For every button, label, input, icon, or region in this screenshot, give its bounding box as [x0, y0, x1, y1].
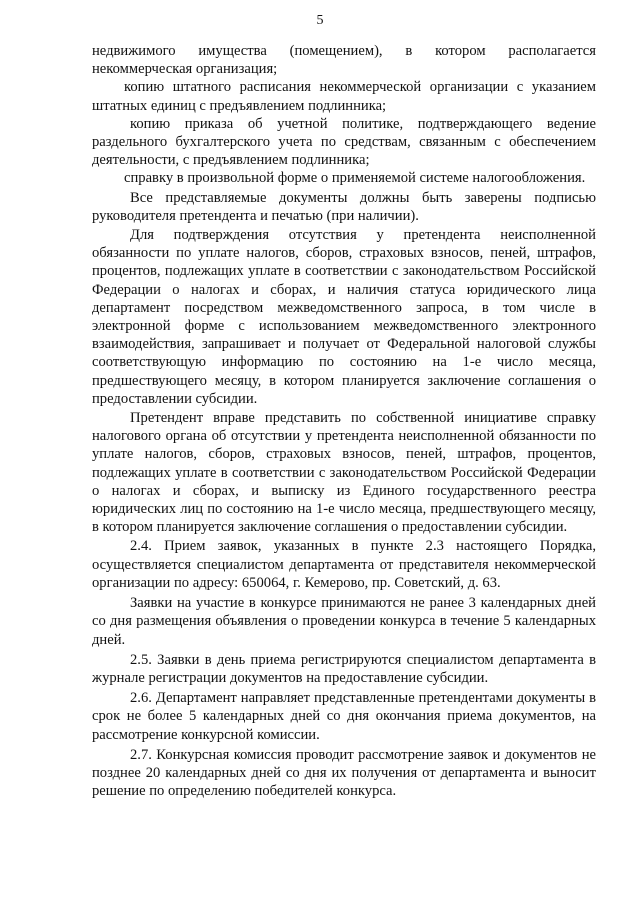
paragraph-tax-obligation-check: Для подтверждения отсутствия у претендента неисполненной обязанности по уплате налогов, сборов, страховых взносов, пеней, штрафов, процентов, подлежащих уплате в соответствии с законодательством Российской Федерации о налогах и сборах, и наличия статуса юридического лица департамент посредством межведомственного запроса, в том числе в электронной форме с использованием межведомственного электронного взаимодействия, запрашивает и получает от Федеральной налоговой службы соответствующую информацию по состоянию на 1-е число месяца, предшествующего месяцу, в котором планируется заключение соглашения о предоставлении субсидии. [92, 227, 596, 407]
paragraph-2-4-application-receipt: 2.4. Прием заявок, указанных в пункте 2.3 настоящего Порядка, осуществляется специалистом департамента от представителя некоммерческой организации по адресу: 650064, г. Кемерово, пр. Советский, д. 63. [92, 538, 596, 591]
paragraph-property-premises: недвижимого имущества (помещением), в котором располагается некоммерческая организация; [92, 43, 596, 78]
paragraph-2-6-department-transfer: 2.6. Департамент направляет представленные претендентами документы в срок не более 5 календарных дней со дня окончания приема документов, на рассмотрение конкурсной комиссии. [92, 690, 596, 743]
document-body [92, 42, 596, 800]
paragraph-2-5-registration: 2.5. Заявки в день приема регистрируются специалистом департамента в журнале регистрации документов на предоставление субсидии. [92, 651, 596, 686]
paragraph-tax-system: справку в произвольной форме о применяемой системе налогообложения. [124, 170, 586, 187]
paragraph-documents-certified: Все представляемые документы должны быть заверены подписью руководителя претендента и печатью (при наличии). [92, 189, 596, 224]
paragraph-application-period: Заявки на участие в конкурсе принимаются не ранее 3 календарных дней со дня размещения объявления о проведении конкурса в течение 5 календарных дней. [92, 595, 596, 648]
paragraph-accounting-policy: копию приказа об учетной политике, подтверждающего ведение раздельного бухгалтерского учета по средствам, связанным с обеспечением деятельности, с предъявлением подлинника; [92, 115, 596, 169]
page-number: 5 [316, 13, 324, 28]
paragraph-applicant-certificate: Претендент вправе представить по собственной инициативе справку налогового органа об отсутствии у претендента неисполненной обязанности по уплате налогов, сборов, страховых взносов, пеней, штрафов, процентов, подлежащих уплате в соответствии с законодательством Российской Федерации о налогах и сборах, и выписку из Единого государственного реестра юридических лиц по состоянию на 1-е число месяца, предшествующего месяцу, в котором планируется заключение соглашения о предоставлении субсидии. [92, 410, 596, 536]
paragraph-staff-schedule: копию штатного расписания некоммерческой организации с указанием штатных единиц с предъявлением подлинника; [92, 79, 596, 114]
paragraph-2-7-commission-review: 2.7. Конкурсная комиссия проводит рассмотрение заявок и документов не позднее 20 календарных дней со дня их получения от департамента и выносит решение по определению победителей конкурса. [92, 746, 596, 800]
